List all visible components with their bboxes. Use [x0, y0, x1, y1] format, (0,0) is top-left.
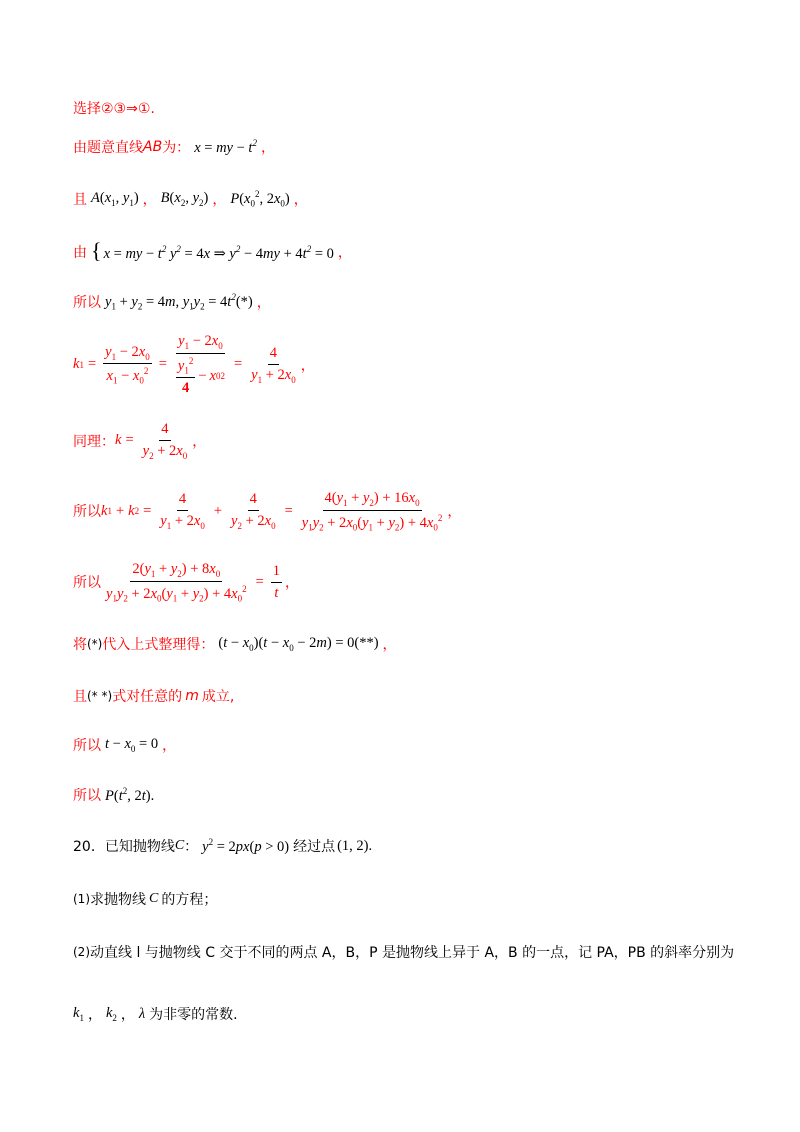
punct: ， [285, 575, 300, 592]
label-text: 同理： [73, 433, 115, 450]
similarly-line [73, 421, 206, 461]
label-text: 且 [73, 192, 87, 208]
label-text: 成立, [201, 689, 235, 705]
punct: ， [87, 1007, 102, 1023]
choice-text: 选择②③⇒①. [73, 101, 155, 117]
math-vieta: $y_1 + y_2 = 4m$, $y_1y_2 = 4t^2(*)$ [105, 292, 253, 312]
math-lambda: λ [138, 1005, 146, 1022]
math-k: k = $\frac{4}{y_2 + 2x_0}$ [115, 421, 188, 461]
punct: ， [260, 140, 275, 156]
label-text: 所以 [73, 504, 101, 521]
label-text: 代入上式整理得： [102, 637, 215, 653]
label-text: 所以 [73, 788, 101, 804]
label-text: 的方程； [161, 892, 218, 908]
sub-number: (2) [73, 945, 90, 959]
punct: ， [447, 504, 462, 521]
math-factored: $(t - x_0)(t - x_0 - 2m) = 0(**)$ [218, 635, 379, 653]
label-text: 为： [162, 140, 191, 156]
label-text: 所以 [73, 295, 101, 311]
math-point: (1, 2). [337, 837, 373, 854]
label-text: 为非零的常数. [149, 1007, 238, 1023]
math-k1: $k_1$ [73, 1005, 84, 1023]
math-point-b: $B(x_2$, $y_2$) [160, 190, 209, 208]
label-text: 由题意直线 [73, 140, 143, 156]
punct: ， [192, 433, 207, 450]
sub-question-2-cont [73, 1004, 238, 1024]
solution-choice-line [73, 98, 155, 118]
punct: ， [337, 244, 352, 261]
math-k1: k 1 = $\frac{y_1 - 2x_0}{x_1 - x_0^2}$ = $y_1 - 2x_0$ $\frac{y_1^2}{4}$ − x 0 2 = $\frac{4}{y_1 + 2x_0}$ [73, 333, 296, 396]
question-number: 20．已知抛物线 [73, 839, 175, 855]
math-point-a: $A(x_1$, $y_1$) [91, 190, 139, 208]
ratio-line [73, 561, 299, 604]
holds-line [73, 686, 234, 706]
question-20 [73, 836, 376, 856]
sub-question-1 [73, 889, 217, 909]
punct: ， [212, 192, 227, 208]
label-text: 式对任意的 [112, 689, 183, 705]
var-c: C [149, 891, 159, 906]
punct: ， [256, 295, 271, 311]
line-ab-equation [73, 137, 275, 157]
label-text: 经过点 [293, 839, 336, 855]
t-x0-line [73, 735, 176, 755]
label-text: 求抛物线 [90, 892, 146, 908]
label-text: 所以 [73, 575, 101, 592]
math-parabola: $y^2 = 2px(p > 0)$ [202, 836, 290, 855]
sub-question-2 [73, 942, 734, 962]
punct: ， [293, 192, 308, 208]
p-result-line [73, 785, 158, 805]
star-ref: (* *) [87, 689, 113, 703]
math-t-x0: $t - x_0 = 0$ [105, 736, 159, 754]
vieta-line [73, 292, 271, 312]
math-point-p: $P(x_0^2$, $2x_0$) [230, 189, 290, 209]
label-text: 且 [73, 689, 87, 705]
punct: ， [142, 192, 157, 208]
system-line [73, 240, 352, 263]
math-p-result: $P(t^2$, 2t). [105, 785, 155, 804]
question-text: 动直线 l 与抛物线 C 交于不同的两点 A，B，P 是抛物线上异于 A，B 的一点，记 PA，PB 的斜率分别为 [90, 945, 735, 961]
sub-number: (1) [73, 892, 90, 906]
var-m: m [185, 688, 199, 704]
punct: ： [184, 839, 199, 855]
punct: ， [300, 357, 315, 374]
punct: ， [120, 1007, 135, 1023]
var-c: C [174, 838, 185, 853]
star-ref: (*) [87, 637, 103, 651]
math-k2: $k_2$ [105, 1005, 117, 1023]
punct: ， [162, 738, 177, 754]
label-text: 由 [73, 244, 87, 261]
math-line-ab: x = my − $t^2$ [194, 137, 257, 156]
sum-k-line [73, 490, 461, 533]
label-text: 将 [73, 637, 87, 653]
k1-line [73, 333, 315, 397]
math-ratio: $\frac{2(y_1 + y_2) + 8x_0}{y_1y_2 + 2x_0(y_1 + y_2) + 4x_0^2}$ = $\frac{1}{t}$ [106, 561, 281, 604]
label-text: 所以 [73, 738, 101, 754]
punct: ， [382, 637, 397, 653]
points-line [73, 189, 308, 209]
label-ab: AB [143, 139, 163, 155]
math-sum-k: k 1 + k 2 = $\frac{4}{y_1 + 2x_0}$ + $\frac{4}{y_2 + 2x_0}$ = $\frac{4(y_1 + y_2) + 16x_0}{y_1y_2 + 2x_0(y_1 + y_2) + 4x_0^2}$ [101, 490, 443, 533]
math-system: { x = my − $t^2$ $y^2 = 4x$ ⇒ $y^2 - 4my + 4t^2 = 0$ [91, 238, 334, 263]
substitute-line [73, 634, 397, 654]
